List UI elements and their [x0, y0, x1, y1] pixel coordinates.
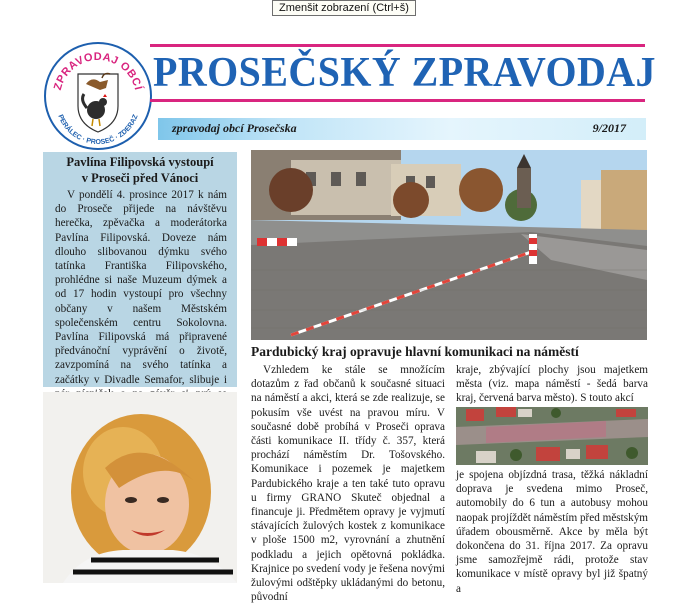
- logo-top-text: ZPRAVODAJ OBCÍ: [51, 50, 145, 92]
- main-article-headline: Pardubický kraj opravuje hlavní komunikaci na náměstí: [251, 344, 579, 359]
- sidebar-article-body: V pondělí 4. prosince 2017 k nám do Proseče přijede na návštěvu herečka, zpěvačka a moderátorka Pavlína Filipovská. Doveze nám dlouho slibovanou dýmku svého tatínka Františka Filipovského, prohlédne si naše Muzeum dýmek a od 17 hodin vystoupí pro všechny občany v našem Městském společenském centru Sokolovna. Pavlína Filipovská má připravené předvánoční vyprávění o životě, zavzpomíná na svého tatínka a začátky v Divadle Semafor, slibuje i: [55, 189, 227, 386]
- zoom-out-tooltip: Zmenšit zobrazení (Ctrl+š): [272, 0, 416, 16]
- main-article-column-2-top: kraje, zbývající plochy jsou majetkem města (viz. mapa náměstí - šedá barva kraj, červená barva město). S touto akcí: [456, 364, 648, 405]
- masthead-subtitle: zpravodaj obcí Prosečska: [172, 121, 297, 135]
- aerial-map-photo: [456, 407, 648, 465]
- masthead-rule-bottom: [150, 99, 645, 102]
- masthead-subbar: [158, 118, 646, 140]
- municipal-logo: [44, 42, 152, 150]
- sidebar-article-title: Pavlína Filipovská vystoupí v Proseči před Vánoci: [66, 155, 214, 185]
- portrait-photo: [43, 392, 237, 583]
- issue-number: 9/2017: [592, 121, 626, 135]
- masthead-title: PROSEČSKÝ ZPRAVODAJ: [153, 50, 656, 96]
- logo-bottom-text: PERÁLEC · PROSEČ · ZDERAZ: [56, 113, 140, 147]
- main-article-column-2-bottom: je spojena objízdná trasa, těžká nákladní doprava je svedena mimo Proseč, automobily do 6 tun a autobusy mohou naopak projíždět náměstím před městským úřadem obousměrně. Akce by měla být dokončena do 31. října 2017. Za opravu jsme samozřejmě rádi, protože stav komunikace v místě opravy byl již špatný a: [456, 469, 649, 595]
- square-repair-photo: [251, 150, 647, 340]
- sidebar-article: [43, 152, 237, 387]
- main-article-column-1: Vzhledem ke stále se množícím dotazům z řad občanů k současné situaci na náměstí a akci, která se zde realizuje, se pokusím vše uvést na pravou míru. V současné době probíhá v Proseči oprava části komunikace II. třídy č. 357, která prochází náměstím Dr. Tošovského. Komunikace i pozemek je majetkem Pardubického kraje a ten také tuto opravu u firmy GRANO Skuteč objednal a financuje ji. Předmětem opravy je vyjmutí stávajících žulových kostek z komunikace v ploše 1500 m2, vyrovnání a zhutnění podkladu a jejich opětovná pokládka. Krajnice po svedení vody je řešena novými žulovými odštěpky ukládanými do betonu, původní: [251, 364, 445, 604]
